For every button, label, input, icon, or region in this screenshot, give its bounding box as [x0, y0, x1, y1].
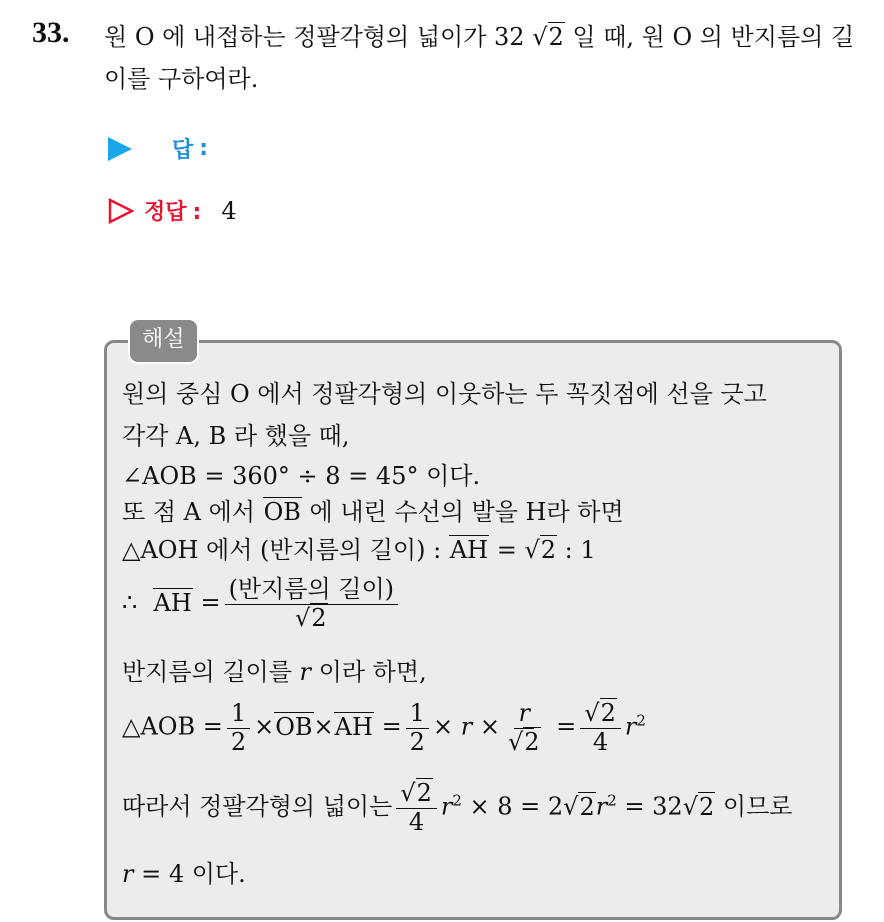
sqrt-expression: √2	[532, 23, 564, 51]
correct-answer-row	[108, 195, 237, 226]
correct-answer-label: 정답 :	[144, 200, 202, 225]
solution-line-5: △AOH 에서 (반지름의 길이) : AH = √2 : 1	[122, 536, 596, 564]
solution-line-8: △AOB = $\frac{1}{2}$ ×OB×AH = $\frac{1}{2}$ × r × $\frac{r}{√2}$ = $\frac{√2}{4}$ $r^2$	[122, 699, 646, 756]
answer-label: 답	[172, 138, 194, 163]
fraction: $\frac{\text{(반지름의 길이)}}{√2}$	[225, 576, 398, 632]
question-text: 원 O 에 내접하는 정팔각형의 넓이가 32 √2 일 때, 원 O 의 반지름의 길이를 구하여라.	[104, 23, 855, 93]
solution-line-3: ∠AOB = 360° ÷ 8 = 45° 이다.	[122, 462, 481, 490]
answer-row	[108, 133, 208, 164]
solution-line-9: 따라서 정팔각형의 넓이는 $\frac{√2}{4}$ $r^2 \times 8 = 2√2r^2 = 32√2$ 이므로	[122, 779, 793, 836]
solution-tab-label: 해설	[128, 318, 199, 364]
correct-answer-value: 4	[221, 196, 237, 225]
solution-line-7: 반지름의 길이를 r 이라 하면,	[122, 658, 427, 686]
solution-line-2: 각각 A, B 라 했을 때,	[122, 422, 350, 450]
answer-colon: :	[199, 136, 209, 161]
solution-line-1: 원의 중심 O 에서 정팔각형의 이웃하는 두 꼭짓점에 선을 긋고	[122, 380, 767, 408]
question-number: 33.	[32, 16, 70, 49]
solution-line-10: r = 4 이다.	[122, 860, 246, 888]
outline-triangle-icon	[108, 198, 134, 224]
filled-triangle-icon	[108, 137, 132, 161]
solution-line-6: ∴ AH = $\frac{\text{(반지름의 길이)}}{√2}$	[122, 576, 402, 632]
solution-line-4: 또 점 A 에서 OB 에 내린 수선의 발을 H라 하면	[122, 498, 624, 526]
